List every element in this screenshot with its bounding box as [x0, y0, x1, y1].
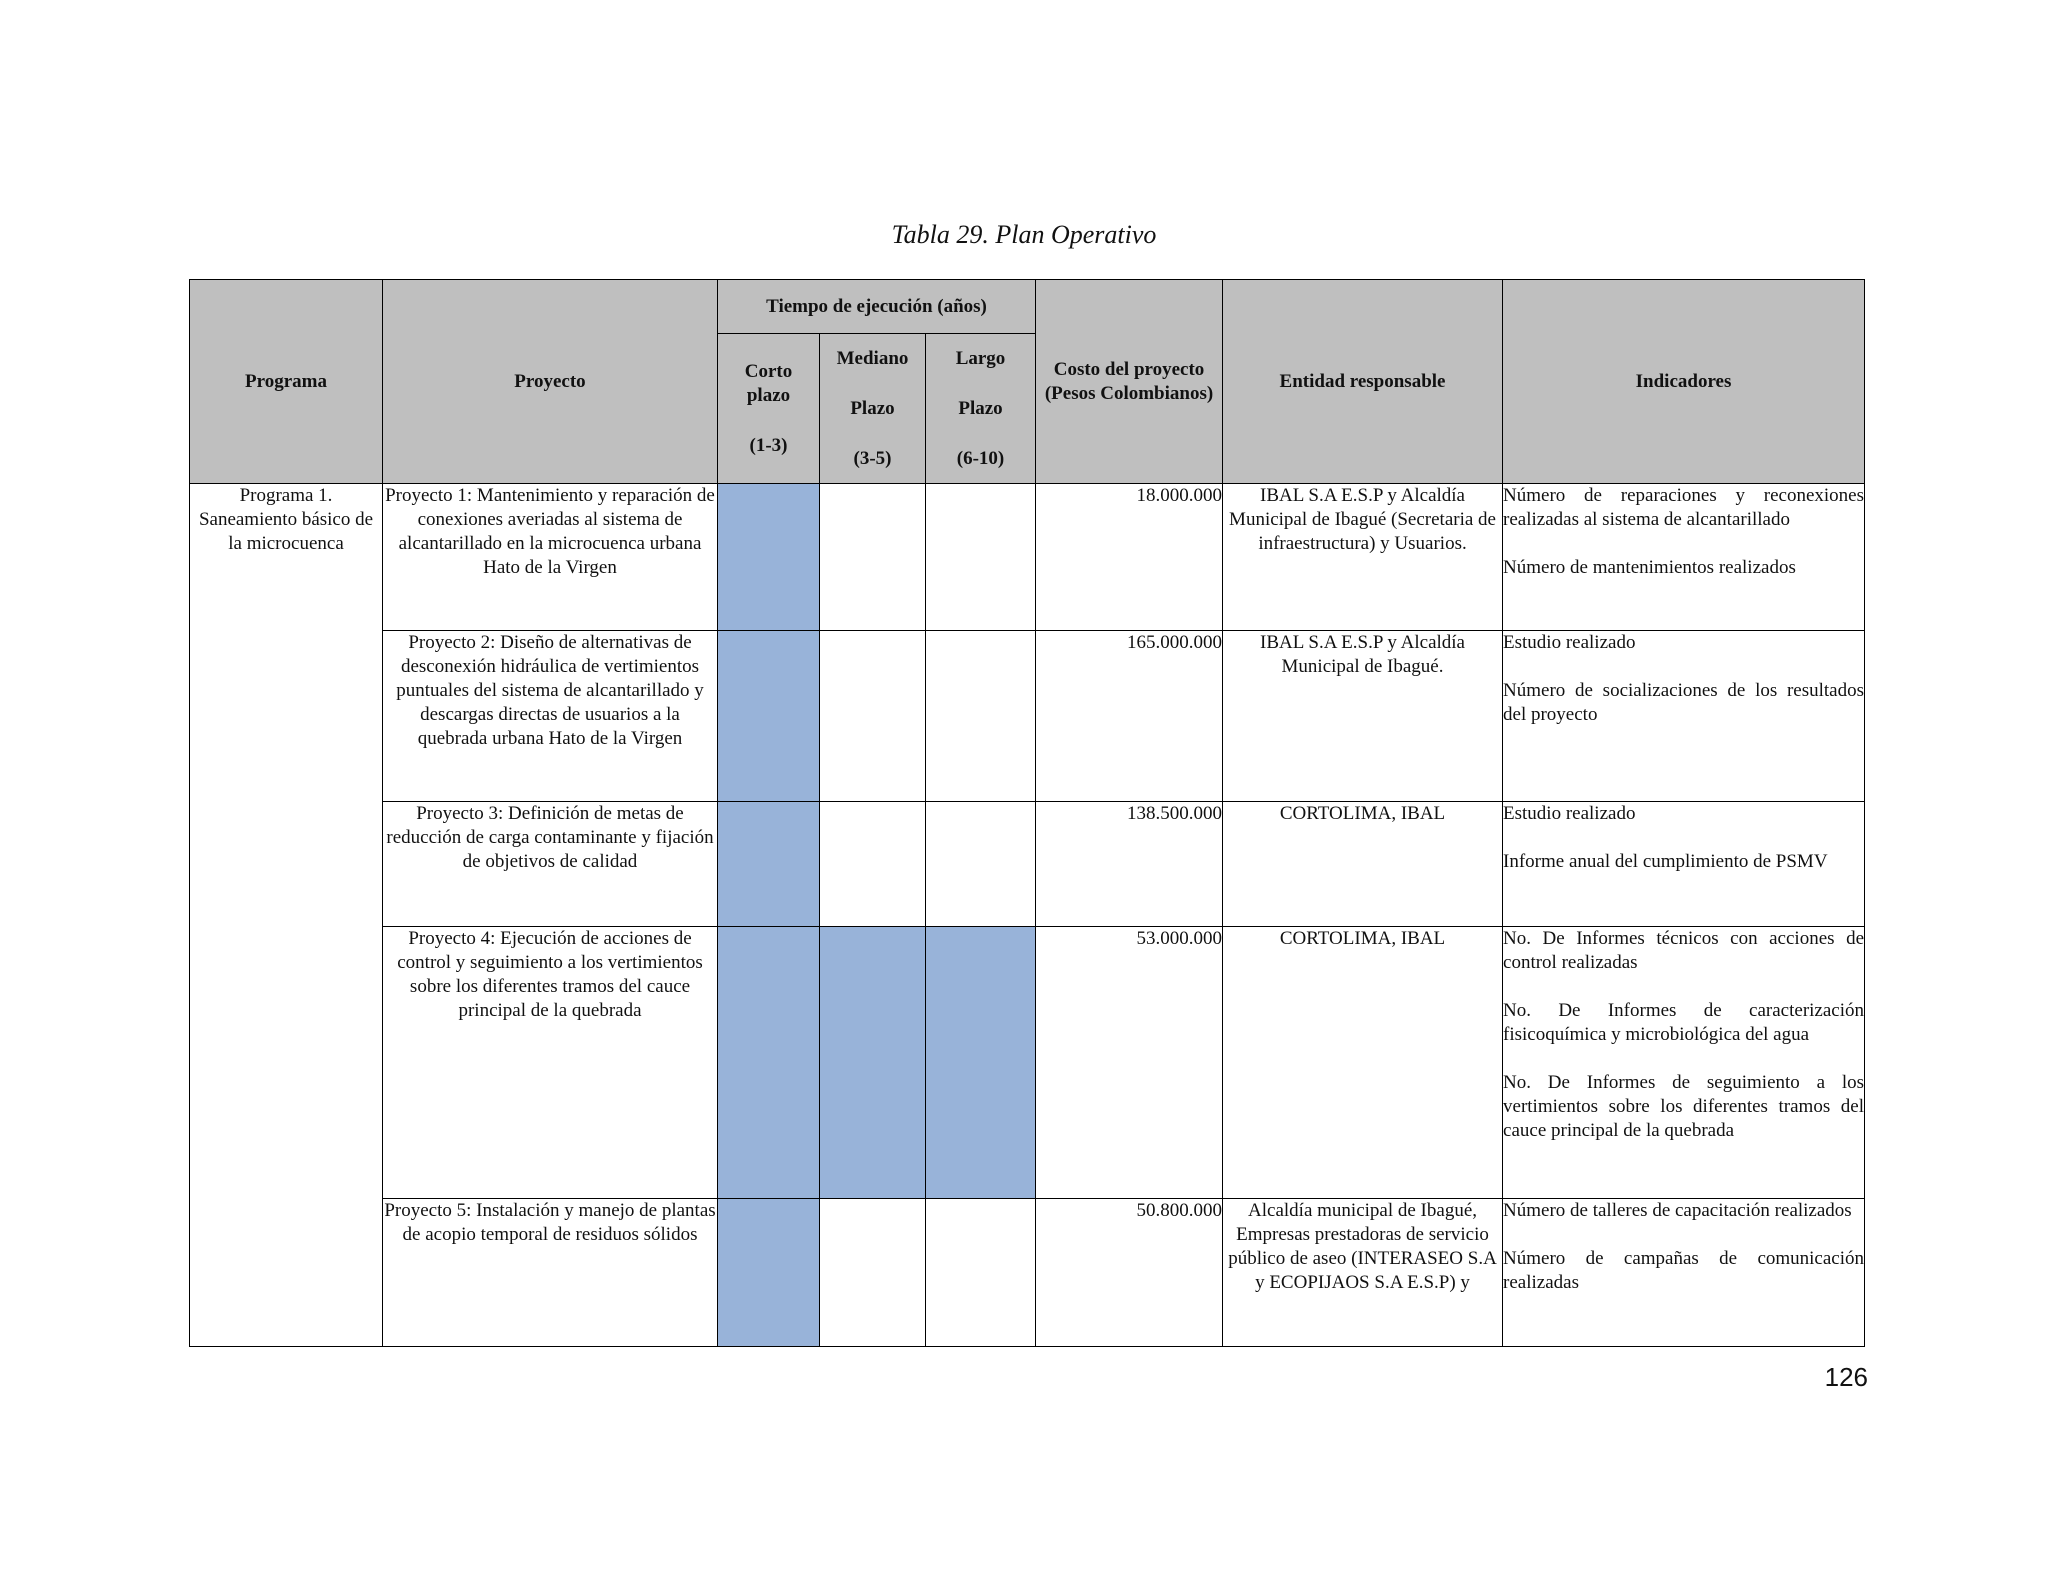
corto-plazo-cell [718, 484, 820, 631]
header-largo-line3: (6-10) [956, 447, 1005, 469]
corto-plazo-cell [718, 631, 820, 802]
proyecto-cell: Proyecto 2: Diseño de alternativas de desconexión hidráulica de vertimientos puntuales del sistema de alcantarillado y descargas directas de usuarios a la quebrada urbana Hato de la Virgen [383, 631, 718, 802]
table-row [190, 631, 1865, 802]
costo-cell: 50.800.000 [1036, 1199, 1223, 1347]
indicador-item: No. De Informes técnicos con acciones de control realizadas [1503, 928, 1865, 973]
indicador-item: Estudio realizado [1503, 803, 1636, 824]
corto-plazo-cell [718, 1199, 820, 1347]
largo-plazo-cell [926, 927, 1036, 1199]
plan-operativo-table [189, 279, 1865, 1347]
header-costo: Costo del proyecto (Pesos Colombianos) [1036, 280, 1223, 484]
header-entidad: Entidad responsable [1223, 280, 1503, 484]
corto-plazo-cell [718, 927, 820, 1199]
table-row [190, 1199, 1865, 1347]
entidad-cell: CORTOLIMA, IBAL [1223, 802, 1503, 927]
header-mediano-line3: (3-5) [853, 447, 892, 469]
indicadores-cell [1503, 927, 1865, 1199]
header-indicadores: Indicadores [1503, 280, 1865, 484]
costo-cell: 138.500.000 [1036, 802, 1223, 927]
indicador-item: No. De Informes de seguimiento a los vertimientos sobre los diferentes tramos del cauce principal de la quebrada [1503, 1072, 1865, 1141]
entidad-cell: IBAL S.A E.S.P y Alcaldía Municipal de Ibagué. [1223, 631, 1503, 802]
indicador-item: Informe anual del cumplimiento de PSMV [1503, 851, 1828, 872]
header-corto-line3: (1-3) [749, 434, 788, 456]
proyecto-cell: Proyecto 3: Definición de metas de reducción de carga contaminante y fijación de objetivos de calidad [383, 802, 718, 927]
header-corto-line1: Corto [744, 360, 793, 382]
indicador-item: Estudio realizado [1503, 632, 1636, 653]
largo-plazo-cell [926, 802, 1036, 927]
indicador-item: Número de reparaciones y reconexiones realizadas al sistema de alcantarillado [1503, 485, 1865, 530]
table-row [190, 802, 1865, 927]
page-number: 126 [1824, 1362, 1868, 1392]
indicadores-cell [1503, 802, 1865, 927]
entidad-cell: IBAL S.A E.S.P y Alcaldía Municipal de Ibagué (Secretaria de infraestructura) y Usuarios. [1223, 484, 1503, 631]
header-largo-line2: Plazo [958, 397, 1003, 419]
header-tiempo: Tiempo de ejecución (años) [718, 280, 1036, 334]
costo-cell: 165.000.000 [1036, 631, 1223, 802]
mediano-plazo-cell [820, 1199, 926, 1347]
header-largo-line1: Largo [955, 347, 1006, 369]
header-corto-plazo [718, 334, 820, 484]
largo-plazo-cell [926, 1199, 1036, 1347]
header-corto-line2: plazo [746, 384, 791, 406]
programa-cell: Programa 1. Saneamiento básico de la microcuenca [190, 484, 383, 1347]
proyecto-cell: Proyecto 4: Ejecución de acciones de control y seguimiento a los vertimientos sobre los diferentes tramos del cauce principal de la quebrada [383, 927, 718, 1199]
indicadores-cell [1503, 484, 1865, 631]
largo-plazo-cell [926, 631, 1036, 802]
costo-cell: 18.000.000 [1036, 484, 1223, 631]
indicador-item: No. De Informes de caracterización fisicoquímica y microbiológica del agua [1503, 1000, 1865, 1045]
mediano-plazo-cell [820, 927, 926, 1199]
header-mediano-line1: Mediano [836, 347, 909, 369]
indicador-item: Número de socializaciones de los resultados del proyecto [1503, 680, 1865, 725]
costo-cell: 53.000.000 [1036, 927, 1223, 1199]
entidad-cell: Alcaldía municipal de Ibagué, Empresas prestadoras de servicio público de aseo (INTERASEO S.A y ECOPIJAOS S.A E.S.P) y [1223, 1199, 1503, 1347]
proyecto-cell: Proyecto 1: Mantenimiento y reparación de conexiones averiadas al sistema de alcantarillado en la microcuenca urbana Hato de la Virgen [383, 484, 718, 631]
header-programa: Programa [190, 280, 383, 484]
indicadores-cell [1503, 631, 1865, 802]
entidad-cell: CORTOLIMA, IBAL [1223, 927, 1503, 1199]
table-row [190, 927, 1865, 1199]
largo-plazo-cell [926, 484, 1036, 631]
table-caption: Tabla 29. Plan Operativo [891, 220, 1157, 249]
proyecto-cell: Proyecto 5: Instalación y manejo de plantas de acopio temporal de residuos sólidos [383, 1199, 718, 1347]
indicador-item: Número de campañas de comunicación realizadas [1503, 1248, 1865, 1293]
header-largo-plazo [926, 334, 1036, 484]
mediano-plazo-cell [820, 802, 926, 927]
indicador-item: Número de talleres de capacitación realizados [1503, 1200, 1852, 1221]
indicadores-cell [1503, 1199, 1865, 1347]
mediano-plazo-cell [820, 484, 926, 631]
header-mediano-line2: Plazo [850, 397, 895, 419]
header-mediano-plazo [820, 334, 926, 484]
mediano-plazo-cell [820, 631, 926, 802]
indicador-item: Número de mantenimientos realizados [1503, 557, 1796, 578]
corto-plazo-cell [718, 802, 820, 927]
header-proyecto: Proyecto [383, 280, 718, 484]
table-row [190, 484, 1865, 631]
